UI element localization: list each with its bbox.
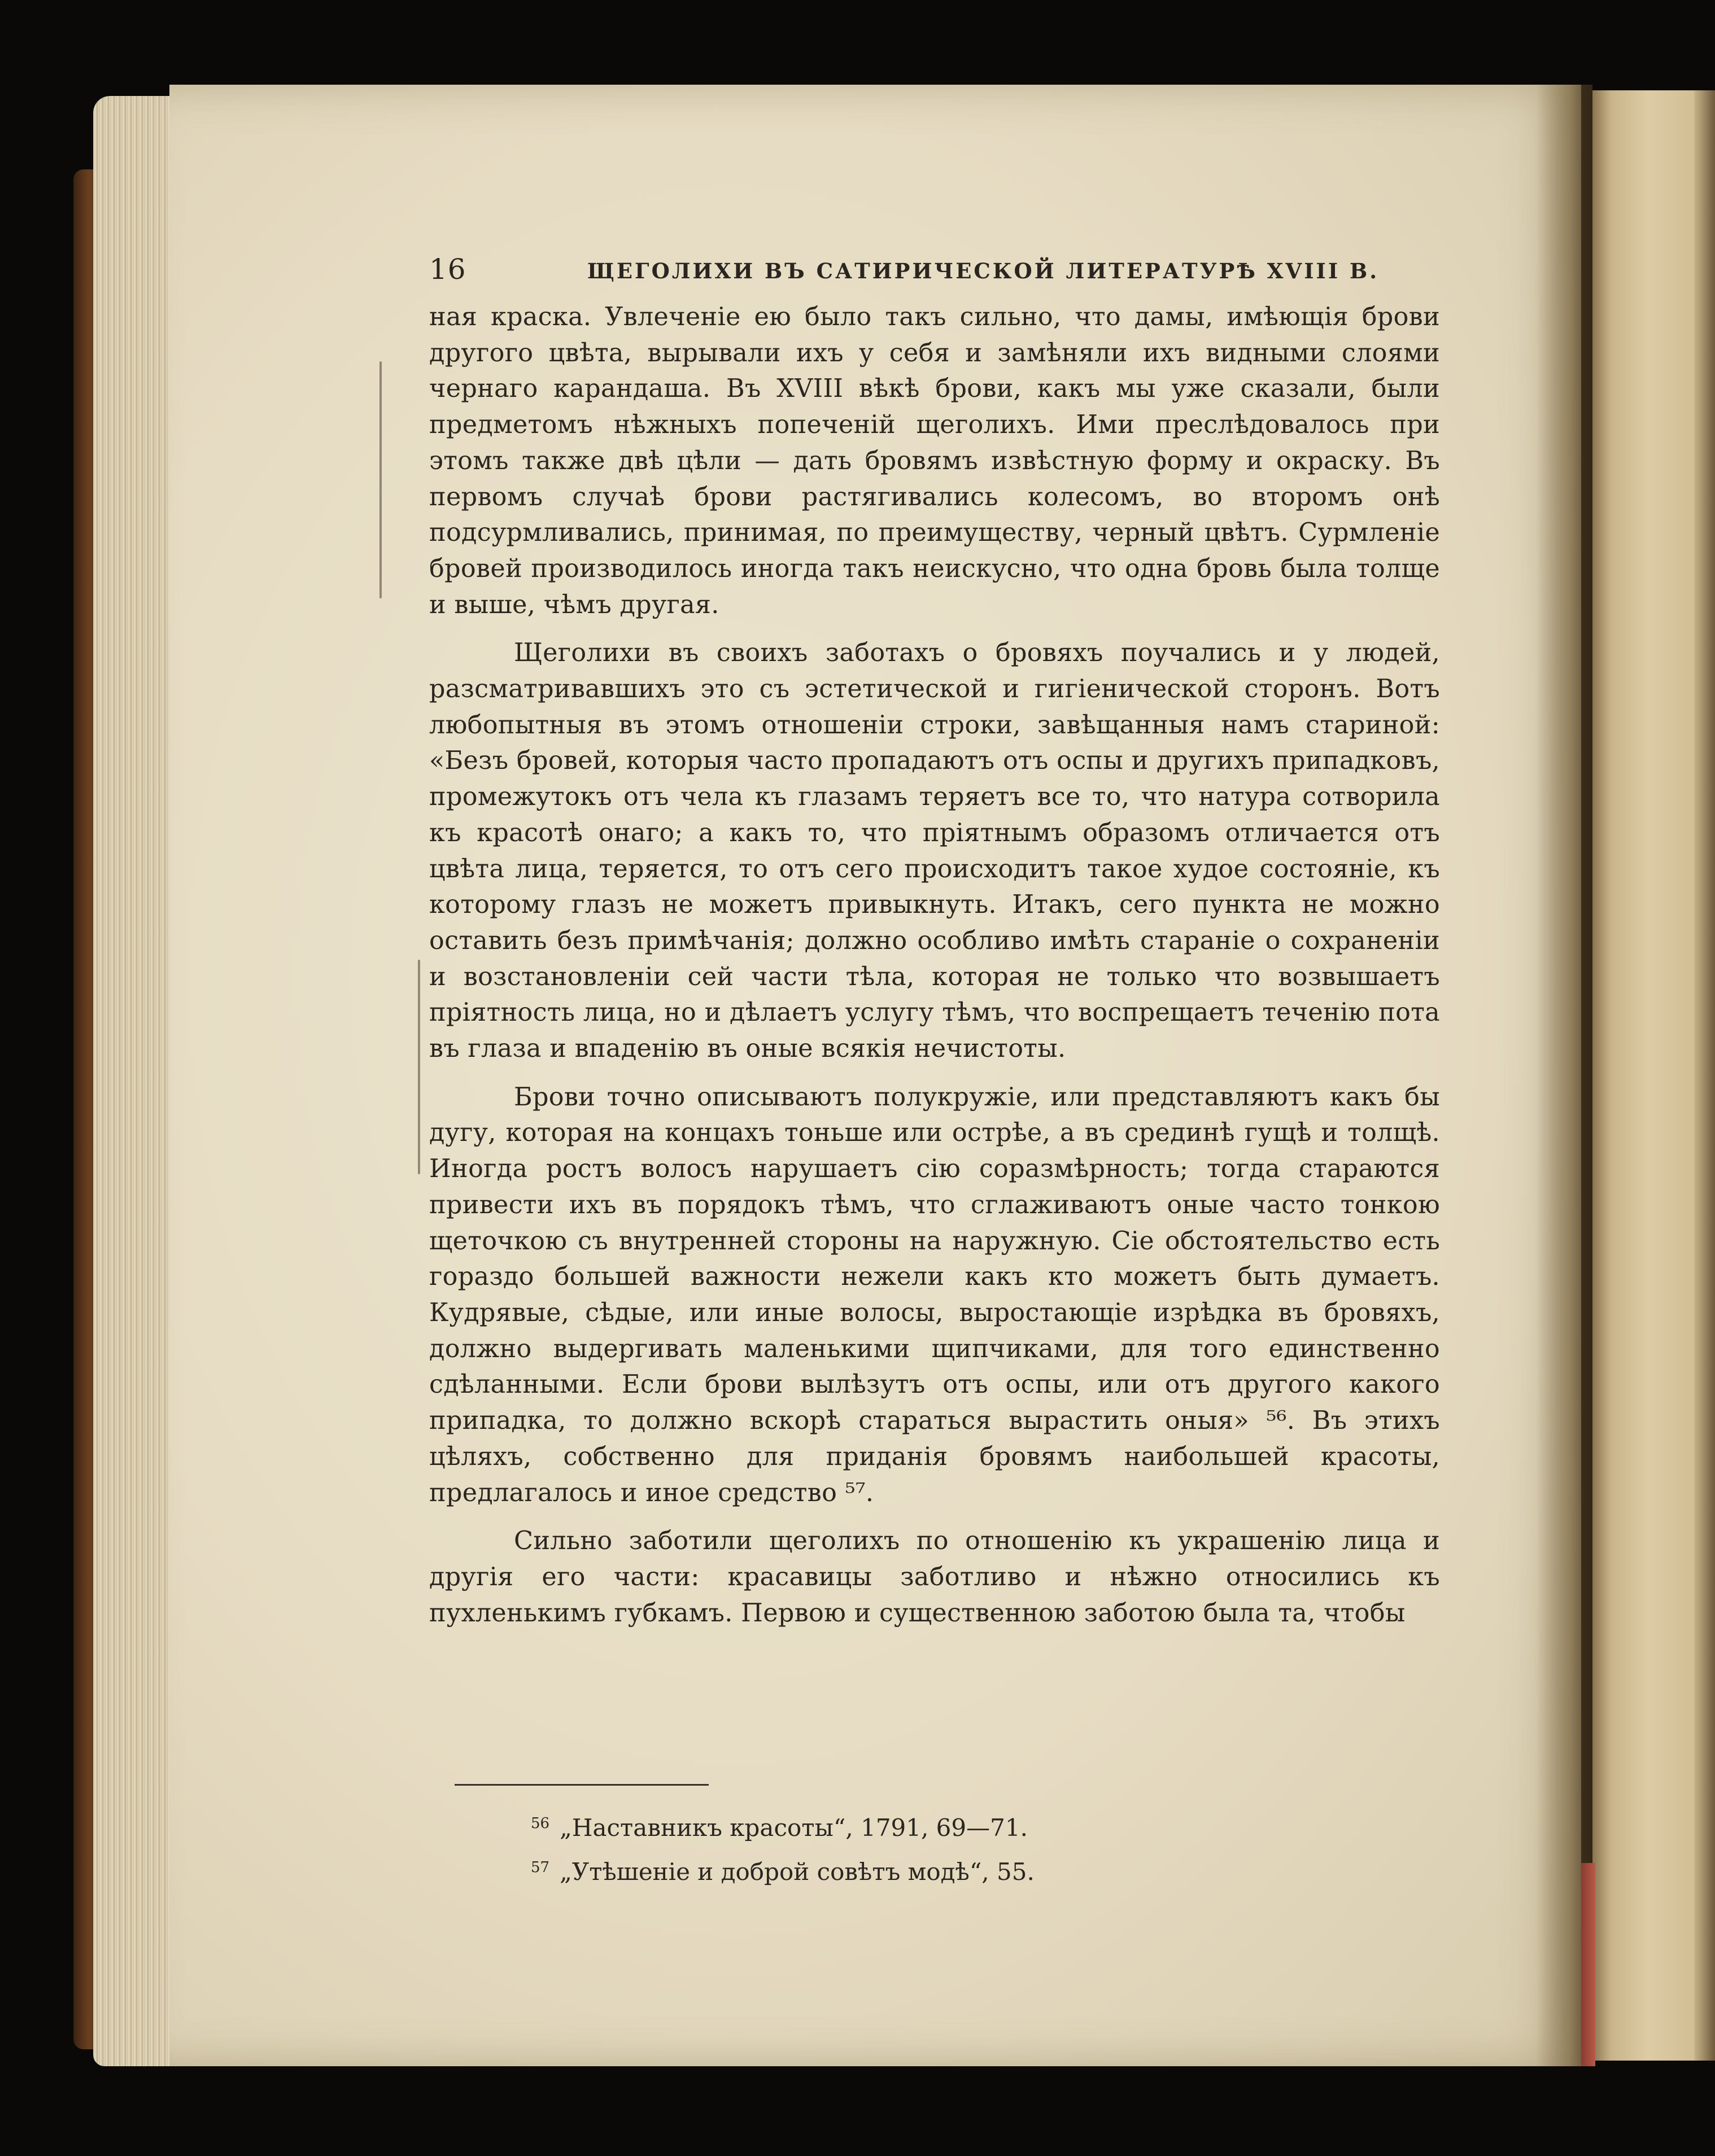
page-text-block [429, 248, 1440, 1643]
margin-pencil-mark [418, 960, 420, 1174]
footnote-text: „Утѣшеніе и доброй совѣтъ модѣ“, 55. [560, 1858, 1035, 1886]
running-head-title: ЩЕГОЛИХИ ВЪ САТИРИЧЕСКОЙ ЛИТЕРАТУРѢ XVIII В. [587, 259, 1380, 283]
body-text [429, 299, 1440, 1631]
paragraph: Сильно заботили щеголихъ по отношенію къ украшенію лица и другія его части: красавицы заботливо и нѣжно относились къ пухленькимъ губкамъ. Первою и существенною заботою была та, чтобы [429, 1527, 1440, 1628]
spine-red-band [1581, 1863, 1595, 2066]
running-head [429, 248, 1440, 294]
footnote-number: 57 [531, 1859, 550, 1876]
book-gutter [1536, 85, 1592, 2066]
footnote-rule [455, 1784, 709, 1786]
margin-pencil-mark [379, 361, 382, 598]
footnote-text: „Наставникъ красоты“, 1791, 69—71. [560, 1814, 1028, 1842]
footnote [531, 1804, 1265, 1848]
footnotes [531, 1804, 1265, 1892]
footnote [531, 1848, 1265, 1892]
paragraph: Брови точно описываютъ полукружіе, или представляютъ какъ бы дугу, которая на концахъ тоньше или острѣе, а въ срединѣ гущѣ и толщѣ. Иногда ростъ волосъ нарушаетъ сію соразмѣрность; тогда стараются привести ихъ въ порядокъ тѣмъ, что сглаживаютъ оные часто тонкою щеточкою съ внутренней стороны на наружную. Сіе обстоятельство есть гораздо большей важности нежели какъ кто можетъ быть думаетъ. Кудрявые, сѣдые, или иные волосы, выростающіе изрѣдка въ бровяхъ, должно выдергивать маленькими щипчиками, для того единственно сдѣланными. Если брови вылѣзутъ отъ оспы, или отъ другого какого припадка, то должно вскорѣ стараться вырастить оныя» ⁵⁶. Въ этихъ цѣляхъ, собственно для приданія бровямъ наибольшей красоты, предлагалось и иное средство ⁵⁷. [429, 1082, 1440, 1507]
paragraph: Щеголихи въ своихъ заботахъ о бровяхъ поучались и у людей, разсматривавшихъ это съ эстетической и гигіенической сторонъ. Вотъ любопытныя въ этомъ отношеніи строки, завѣщанныя намъ стариной: «Безъ бровей, которыя часто пропадаютъ отъ оспы и другихъ припадковъ, промежутокъ отъ чела къ глазамъ теряетъ все то, что натура сотворила къ красотѣ онаго; а какъ то, что пріятнымъ образомъ отличается отъ цвѣта лица, теряется, то отъ сего происходитъ такое худое состояніе, къ которому глазъ не можетъ привыкнуть. Итакъ, сего пункта не можно оставить безъ примѣчанія; должно особливо имѣть стараніе о сохраненіи и возстановленіи сей части тѣла, которая не только что возвышаетъ пріятность лица, но и дѣлаетъ услугу тѣмъ, что воспрещаетъ теченію пота въ глаза и впаденію въ оные всякія нечистоты. [429, 639, 1440, 1064]
paragraph: ная краска. Увлеченіе ею было такъ сильно, что дамы, имѣющія брови другого цвѣта, вырывали ихъ у себя и замѣняли ихъ видными слоями чернаго карандаша. Въ XVIII вѣкѣ брови, какъ мы уже сказали, были предметомъ нѣжныхъ попеченій щеголихъ. Ими преслѣдовалось при этомъ также двѣ цѣли — дать бровямъ извѣстную форму и окраску. Въ первомъ случаѣ брови растягивались колесомъ, во второмъ онѣ подсурмливались, принимая, по преимуществу, черный цвѣтъ. Сурмленіе бровей производилось иногда такъ неискусно, что одна бровь была толще и выше, чѣмъ другая. [429, 303, 1440, 619]
page-number: 16 [429, 253, 466, 286]
right-page-outer-edge [1694, 90, 1715, 2061]
footnote-number: 56 [531, 1815, 550, 1832]
